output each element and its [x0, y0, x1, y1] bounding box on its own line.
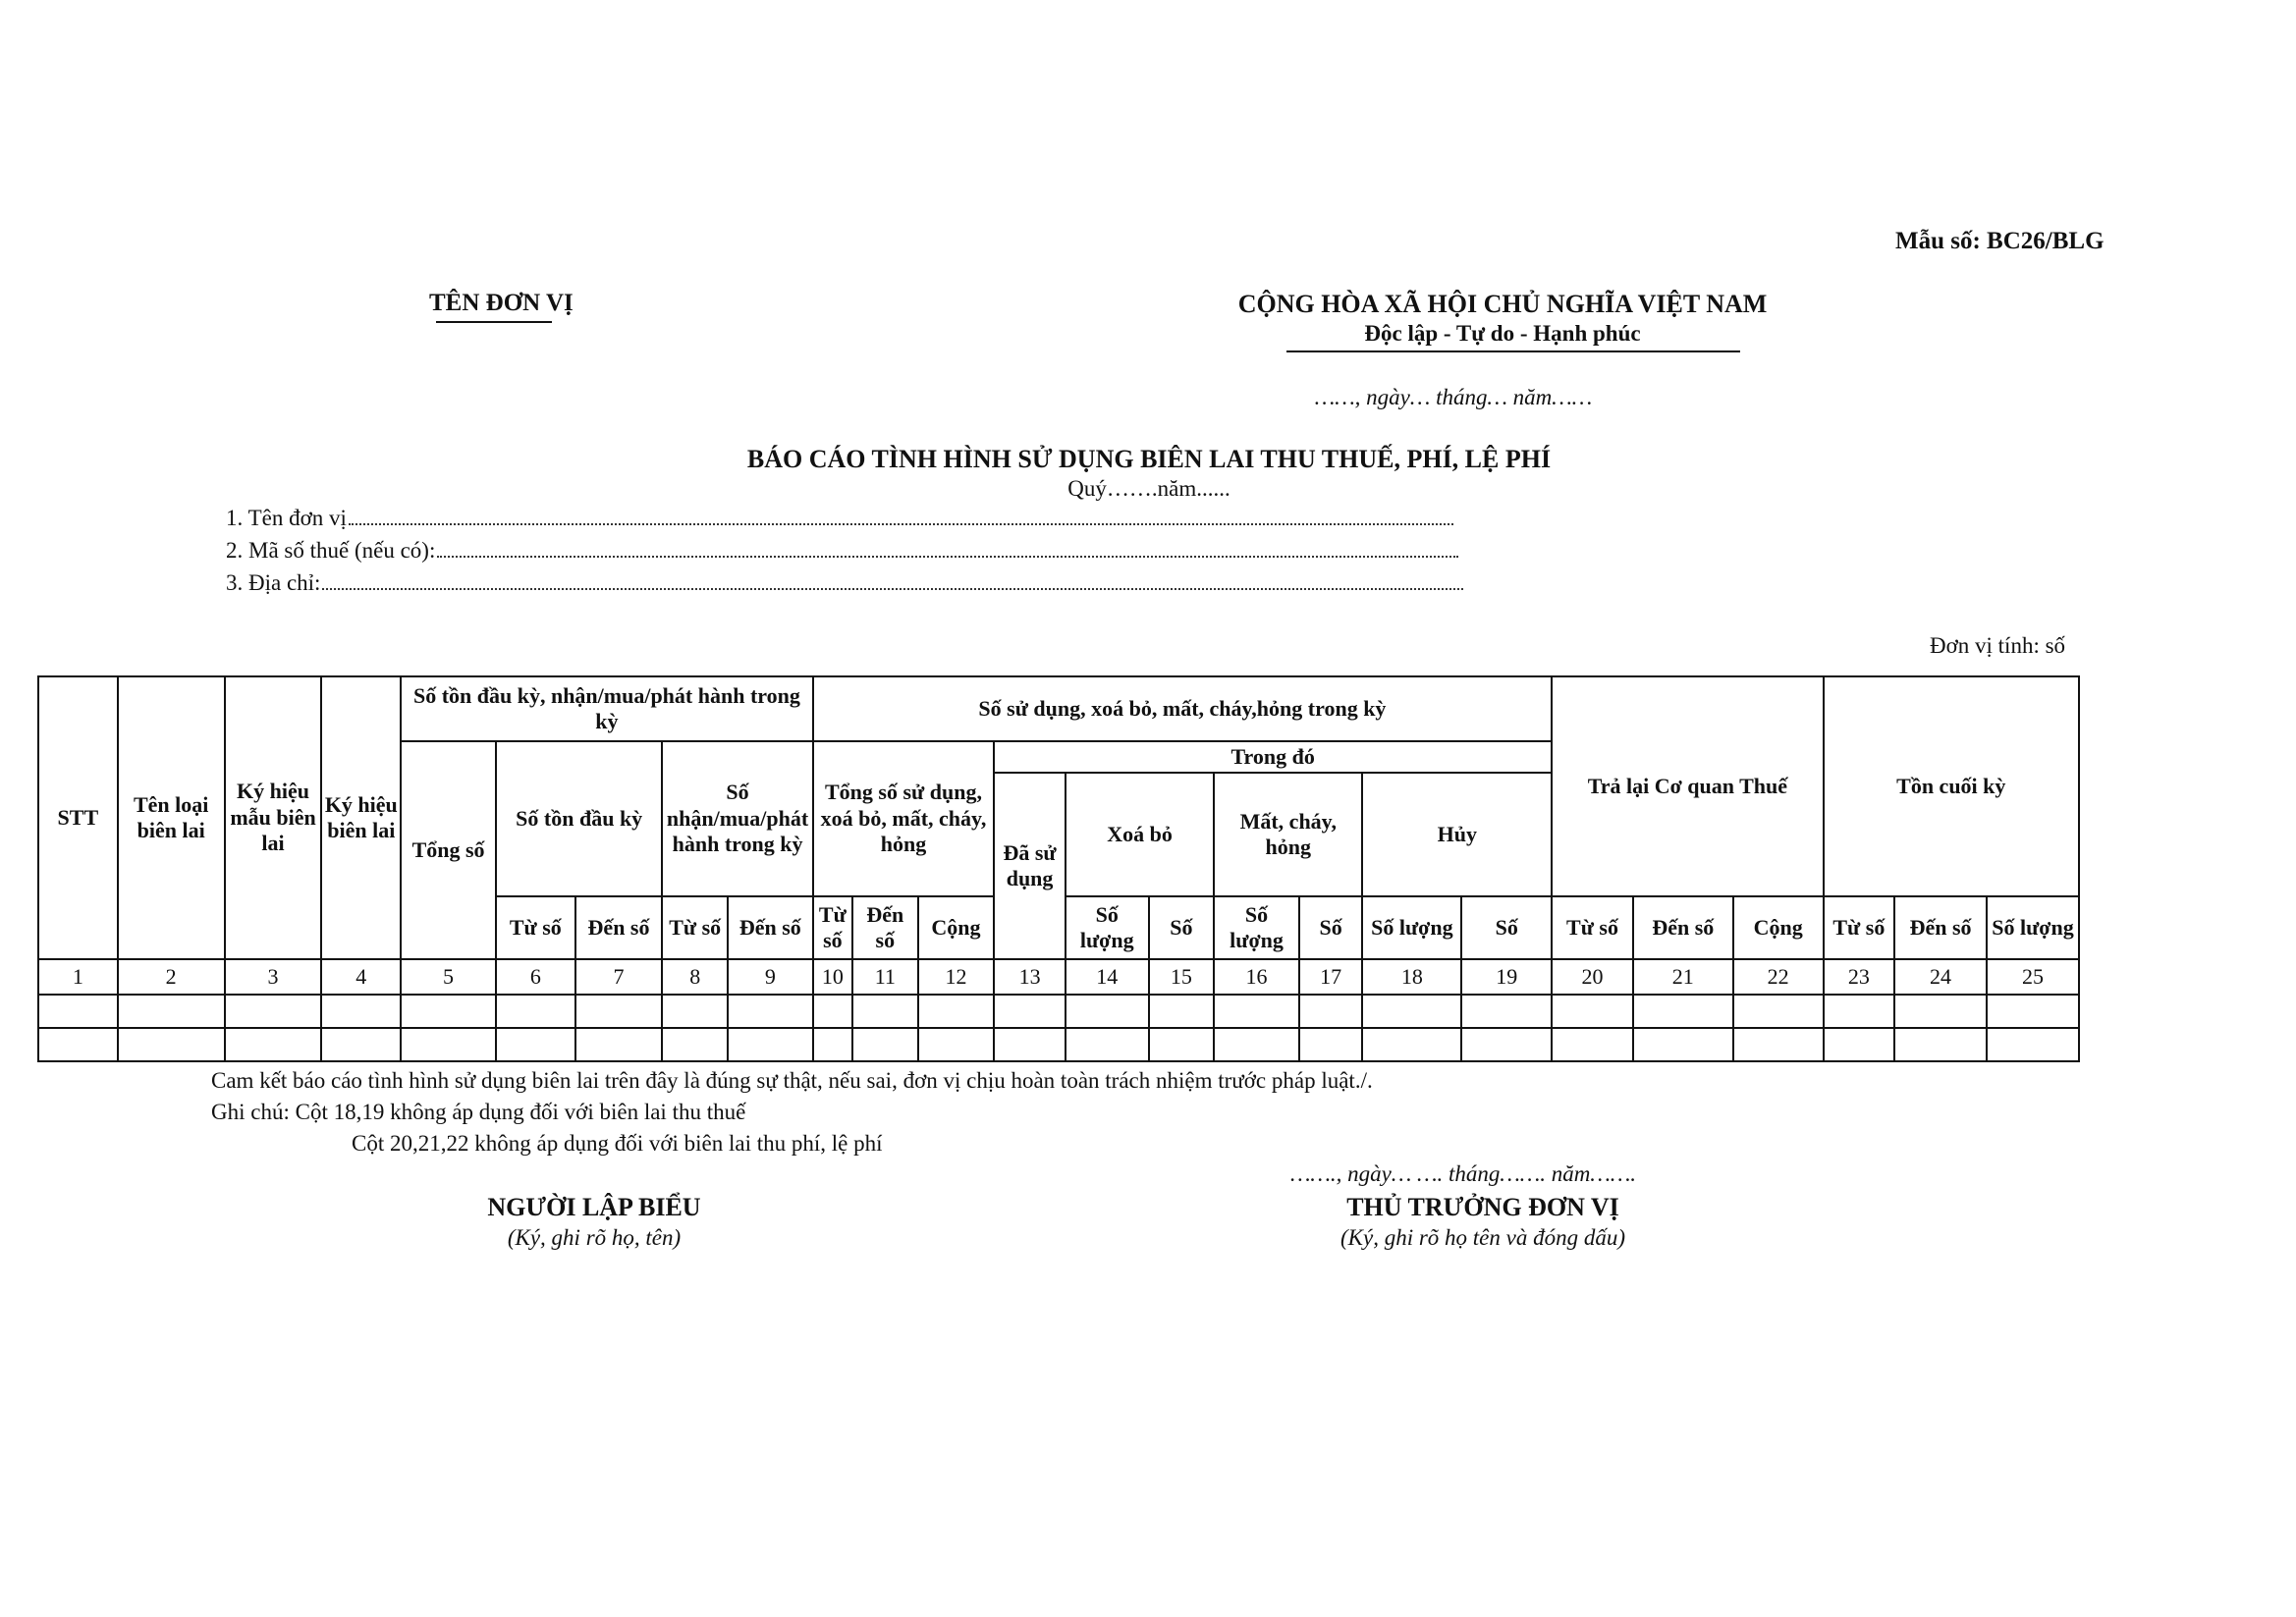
motto: Độc lập - Tự do - Hạnh phúc [1364, 321, 1641, 346]
report-period: Quý…….năm...... [1067, 476, 1230, 501]
fill-dots [349, 506, 1453, 525]
unit-title-underline [436, 321, 552, 323]
preparer-signature-note: (Ký, ghi rõ họ, tên) [507, 1225, 682, 1250]
th-template-symbol: Ký hiệu mẫu biên lai [225, 676, 322, 959]
col-number: 12 [918, 959, 995, 995]
col-number: 20 [1552, 959, 1633, 995]
field-address [226, 570, 1463, 596]
th-to: Đến số [1633, 896, 1733, 959]
note-text: Ghi chú: Cột 18,19 không áp dụng đối với biên lai thu thuế [211, 1100, 746, 1124]
th-to: Đến số [728, 896, 813, 959]
col-number: 6 [496, 959, 575, 995]
preparer-title: NGƯỜI LẬP BIỂU [487, 1193, 701, 1221]
th-cancelled: Xoá bỏ [1066, 773, 1214, 896]
th-usage-total: Tổng số sử dụng, xoá bỏ, mất, cháy, hỏng [813, 741, 995, 896]
motto-underline [1286, 350, 1740, 352]
report-title: BÁO CÁO TÌNH HÌNH SỬ DỤNG BIÊN LAI THU THUẾ, PHÍ, LỆ PHÍ [746, 445, 1552, 473]
th-number: Số [1149, 896, 1215, 959]
th-used: Đã sử dụng [994, 773, 1066, 959]
th-closing: Tồn cuối kỳ [1824, 676, 2079, 896]
unit-head-title: THỦ TRƯỞNG ĐƠN VỊ [1346, 1193, 1619, 1221]
th-receipt-symbol: Ký hiệu biên lai [321, 676, 401, 959]
unit-measure: Đơn vị tính: số [1930, 633, 2066, 658]
col-number: 7 [575, 959, 663, 995]
col-number: 22 [1733, 959, 1824, 995]
date-line-bottom: ……., ngày… …. tháng……. năm……. [1289, 1161, 1637, 1186]
col-number: 17 [1299, 959, 1363, 995]
field-tax-code [226, 538, 1458, 564]
report-table-wrapper [37, 675, 2080, 1062]
fill-dots [437, 538, 1458, 558]
col-number: 5 [401, 959, 496, 995]
commitment-text: Cam kết báo cáo tình hình sử dụng biên lai trên đây là đúng sự thật, nếu sai, đơn vị chịu hoàn toàn trách nhiệm trước pháp luật./. [211, 1068, 1373, 1093]
col-number: 9 [728, 959, 813, 995]
th-stt: STT [38, 676, 118, 959]
nation-title: CỘNG HÒA XÃ HỘI CHỦ NGHĨA VIỆT NAM [1237, 290, 1768, 318]
col-number: 14 [1066, 959, 1149, 995]
th-opening-group: Số tồn đầu kỳ, nhận/mua/phát hành trong kỳ [401, 676, 813, 741]
th-to: Đến số [575, 896, 663, 959]
th-destroyed: Hủy [1362, 773, 1552, 896]
col-number: 2 [118, 959, 225, 995]
th-total: Tổng số [401, 741, 496, 959]
col-number: 24 [1894, 959, 1987, 995]
th-returned: Trả lại Cơ quan Thuế [1552, 676, 1823, 896]
th-quantity: Số lượng [1987, 896, 2079, 959]
th-from: Từ số [1824, 896, 1895, 959]
col-number: 15 [1149, 959, 1215, 995]
th-number: Số [1461, 896, 1552, 959]
field-unit-name [226, 506, 1453, 531]
col-number: 19 [1461, 959, 1552, 995]
col-number: 11 [852, 959, 918, 995]
date-line-top: ……, ngày… tháng… năm…… [1314, 385, 1593, 409]
table-row [38, 1028, 2079, 1061]
column-number-row [38, 959, 2079, 995]
table-row [38, 995, 2079, 1028]
th-sum: Cộng [918, 896, 995, 959]
th-sum: Cộng [1733, 896, 1824, 959]
field-label: 1. Tên đơn vị [226, 506, 347, 530]
col-number: 3 [225, 959, 322, 995]
col-number: 8 [662, 959, 728, 995]
fill-dots [322, 570, 1463, 590]
th-of-which: Trong đó [994, 741, 1552, 773]
field-label: 2. Mã số thuế (nếu có): [226, 538, 436, 563]
col-number: 13 [994, 959, 1066, 995]
th-from: Từ số [662, 896, 728, 959]
th-received: Số nhận/mua/phát hành trong kỳ [662, 741, 812, 896]
th-lost: Mất, cháy, hỏng [1214, 773, 1362, 896]
col-number: 21 [1633, 959, 1733, 995]
col-number: 16 [1214, 959, 1299, 995]
col-number: 10 [813, 959, 852, 995]
th-usage-group: Số sử dụng, xoá bỏ, mất, cháy,hỏng trong kỳ [813, 676, 1552, 741]
col-number: 4 [321, 959, 401, 995]
th-from: Từ số [813, 896, 852, 959]
th-quantity: Số lượng [1066, 896, 1149, 959]
col-number: 18 [1362, 959, 1461, 995]
th-receipt-type: Tên loại biên lai [118, 676, 225, 959]
th-to: Đến số [852, 896, 918, 959]
th-from: Từ số [496, 896, 575, 959]
col-number: 1 [38, 959, 118, 995]
unit-name-title: TÊN ĐƠN VỊ [429, 290, 574, 316]
th-number: Số [1299, 896, 1363, 959]
th-to: Đến số [1894, 896, 1987, 959]
report-table [37, 675, 2080, 1062]
th-from: Từ số [1552, 896, 1633, 959]
field-label: 3. Địa chỉ: [226, 570, 321, 595]
th-opening-stock: Số tồn đầu kỳ [496, 741, 662, 896]
note-text: Cột 20,21,22 không áp dụng đối với biên lai thu phí, lệ phí [352, 1131, 883, 1156]
col-number: 25 [1987, 959, 2079, 995]
th-quantity: Số lượng [1362, 896, 1461, 959]
unit-head-signature-note: (Ký, ghi rõ họ tên và đóng dấu) [1339, 1225, 1625, 1250]
th-quantity: Số lượng [1214, 896, 1299, 959]
col-number: 23 [1824, 959, 1895, 995]
form-code: Mẫu số: BC26/BLG [1895, 228, 2105, 254]
